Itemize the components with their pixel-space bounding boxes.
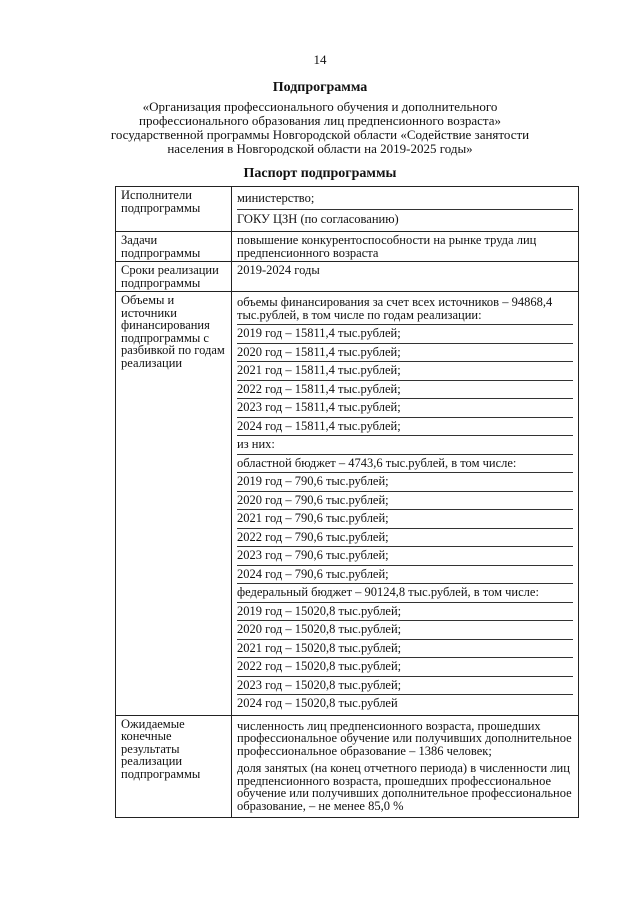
subtitle-line: профессионального образования лиц предпенсионного возраста» [138,113,501,128]
federal-year: 2022 год – 15020,8 тыс.рублей; [237,658,573,677]
federal-year: 2020 год – 15020,8 тыс.рублей; [237,621,573,640]
table-row-terms [116,262,579,292]
page-number: 14 [313,52,327,67]
table-row-executors [116,187,579,232]
federal-year: 2023 год – 15020,8 тыс.рублей; [237,677,573,696]
table-row-results [116,715,579,818]
value-line: ГОКУ ЦЗН (по согласованию) [237,211,399,226]
regional-year: 2021 год – 790,6 тыс.рублей; [237,510,573,529]
table-row-financing [116,292,579,716]
row-label: Исполнители подпрограммы [116,187,232,232]
financing-year: 2020 год – 15811,4 тыс.рублей; [237,344,573,363]
regional-year: 2023 год – 790,6 тыс.рублей; [237,547,573,566]
passport-table [115,186,579,818]
row-value: повышение конкурентоспособности на рынке труда лиц предпенсионного возраста [232,232,579,262]
federal-year: 2024 год – 15020,8 тыс.рублей [237,696,398,710]
financing-year: 2021 год – 15811,4 тыс.рублей; [237,362,573,381]
regional-year: 2022 год – 790,6 тыс.рублей; [237,529,573,548]
document-title: Подпрограмма [272,80,368,95]
row-value: 2019-2024 годы [232,262,579,292]
regional-year: 2024 год – 790,6 тыс.рублей; [237,566,573,585]
regional-year: 2020 год – 790,6 тыс.рублей; [237,492,573,511]
row-label: Объемы и источники финансирования подпрограммы с разбивкой по годам реализации [116,292,232,716]
passport-title: Паспорт подпрограммы [243,166,397,181]
federal-year: 2019 год – 15020,8 тыс.рублей; [237,603,573,622]
row-value [232,187,579,232]
financing-year: 2024 год – 15811,4 тыс.рублей; [237,418,573,437]
row-value [232,292,579,716]
result-item: численность лиц предпенсионного возраста, прошедших профессиональное обучение или получивших дополнительное профессиональное образование – 1386 человек; [237,718,572,758]
document-subtitle [70,100,570,156]
financing-total: объемы финансирования за счет всех источников – 94868,4 тыс.рублей, в том числе по годам реализации: [237,294,573,325]
row-value [232,715,579,818]
subtitle-line: государственной программы Новгородской области «Содействие занятости [110,127,530,142]
financing-year: 2019 год – 15811,4 тыс.рублей; [237,325,573,344]
row-label: Задачи подпрограммы [116,232,232,262]
subtitle-line: «Организация профессионального обучения и дополнительного [142,99,498,114]
financing-year: 2023 год – 15811,4 тыс.рублей; [237,399,573,418]
financing-federal: федеральный бюджет – 90124,8 тыс.рублей, в том числе: [237,584,573,603]
row-label: Сроки реализации подпрограммы [116,262,232,292]
heading-block [70,80,570,156]
financing-regional: областной бюджет – 4743,6 тыс.рублей, в том числе: [237,455,573,474]
value-line: министерство; [237,189,573,210]
financing-of-them: из них: [237,436,573,455]
row-label: Ожидаемые конечные результаты реализации подпрограммы [116,715,232,818]
table-row-tasks [116,232,579,262]
financing-year: 2022 год – 15811,4 тыс.рублей; [237,381,573,400]
federal-year: 2021 год – 15020,8 тыс.рублей; [237,640,573,659]
result-item: доля занятых (на конец отчетного периода) в численности лиц предпенсионного возраста, прошедших профессиональное обучение или получивших дополнительное профессиональное образование, – не менее 85,0 % [237,761,572,813]
regional-year: 2019 год – 790,6 тыс.рублей; [237,473,573,492]
subtitle-line: населения в Новгородской области на 2019-2025 годы» [167,141,473,156]
